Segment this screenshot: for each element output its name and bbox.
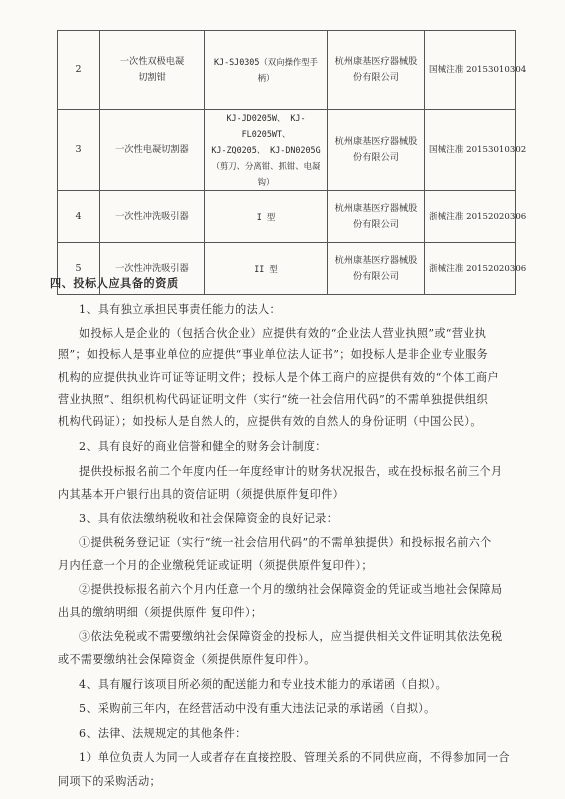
manufacturer: 杭州康基医疗器械股 份有限公司 xyxy=(328,31,425,110)
row-number: 4 xyxy=(58,191,100,243)
paragraph-line: 或不需要缴纳社会保障资金（须提供原件复印件）。 xyxy=(58,653,316,666)
product-model: KJ-JD0205W、 KJ-FL0205WT、 KJ-ZQ0205、 KJ-DN0205G （剪刀、分离钳、抓钳、电凝 钩） xyxy=(205,110,328,191)
paragraph-line: 同项下的采购活动； xyxy=(58,775,161,788)
manufacturer: 杭州康基医疗器械股 份有限公司 xyxy=(328,243,425,295)
paragraph-line: 如投标人是企业的（包括合伙企业）应提供有效的“企业法人营业执照”或“营业执 xyxy=(79,327,487,340)
product-name: 一次性冲洗吸引器 xyxy=(100,243,205,295)
clause-5: 5、采购前三年内，在经营活动中没有重大违法记录的承诺函（自拟）。 xyxy=(79,702,436,715)
clause-2: 2、具有良好的商业信誉和健全的财务会计制度： xyxy=(79,440,327,453)
paragraph-line: 机构的应提供执业许可证等证明文件；投标人是个体工商户的应提供有效的“个体工商户 xyxy=(58,371,499,384)
paragraph-line: ③依法免税或不需要缴纳社会保障资金的投标人，应当提供相关文件证明其依法免税 xyxy=(79,630,503,643)
clause-4: 4、具有履行该项目所必须的配送能力和专业技术能力的承诺函（自拟）。 xyxy=(79,678,448,691)
paragraph-line: 出具的缴纳明细（须提供原件 复印件）； xyxy=(58,606,263,619)
product-name: 一次性电凝切割器 xyxy=(100,110,205,191)
product-model: KJ-SJ0305（双向操作型手柄） xyxy=(205,31,328,110)
paragraph-line: 营业执照”、组织机构代码证证明文件（实行“统一社会信用代码”的不需单独提供组织 xyxy=(58,393,489,406)
manufacturer: 杭州康基医疗器械股 份有限公司 xyxy=(328,191,425,243)
registration-number: 浙械注准 20152020306 xyxy=(425,243,516,295)
clause-1: 1、具有独立承担民事责任能力的法人： xyxy=(79,303,281,316)
row-number: 2 xyxy=(58,31,100,110)
paragraph-line: 月内任意一个月的企业缴税凭证或证明（须提供原件复印件）； xyxy=(58,559,373,572)
product-name: 一次性双极电凝 切割钳 xyxy=(100,31,205,110)
table-row xyxy=(58,110,516,191)
paragraph-line: ①提供税务登记证（实行“统一社会信用代码”的不需单独提供）和投标报名前六个 xyxy=(79,536,492,549)
row-number: 3 xyxy=(58,110,100,191)
section-heading: 四、投标人应具备的资质 xyxy=(50,277,179,290)
paragraph-line: 机构代码证）；如投标人是自然人的，应提供有效的自然人的身份证明（中国公民）。 xyxy=(58,415,482,428)
product-model: II 型 xyxy=(205,243,328,295)
product-table xyxy=(57,30,527,295)
row-number: 5 xyxy=(58,243,100,295)
registration-number: 国械注准 20153010304 xyxy=(425,31,516,110)
registration-number: 国械注准 20153010302 xyxy=(425,110,516,191)
table-row xyxy=(58,31,516,110)
registration-number: 浙械注准 20152020306 xyxy=(425,191,516,243)
paragraph-line: 内其基本开户银行出具的资信证明（须提供原件复印件） xyxy=(58,488,345,501)
product-model: I 型 xyxy=(205,191,328,243)
clause-6: 6、法律、法规规定的其他条件： xyxy=(79,727,247,740)
paragraph-line: ②提供投标报名前六个月内任意一个月的缴纳社会保障资金的凭证或当地社会保障局 xyxy=(79,583,503,596)
manufacturer: 杭州康基医疗器械股 份有限公司 xyxy=(328,110,425,191)
product-name: 一次性冲洗吸引器 xyxy=(100,191,205,243)
paragraph-line: 照”；如投标人是事业单位的应提供“事业单位法人证书”；如投标人是非企业专业服务 xyxy=(58,348,489,361)
table-row xyxy=(58,191,516,243)
paragraph-line: 提供投标报名前二个年度内任一年度经审计的财务状况报告，或在投标报名前三个月 xyxy=(79,465,503,478)
clause-3: 3、具有依法缴纳税收和社会保障资金的良好记录： xyxy=(79,512,339,525)
paragraph-line: 1）单位负责人为同一人或者存在直接控股、管理关系的不同供应商，不得参加同一合 xyxy=(79,751,510,764)
